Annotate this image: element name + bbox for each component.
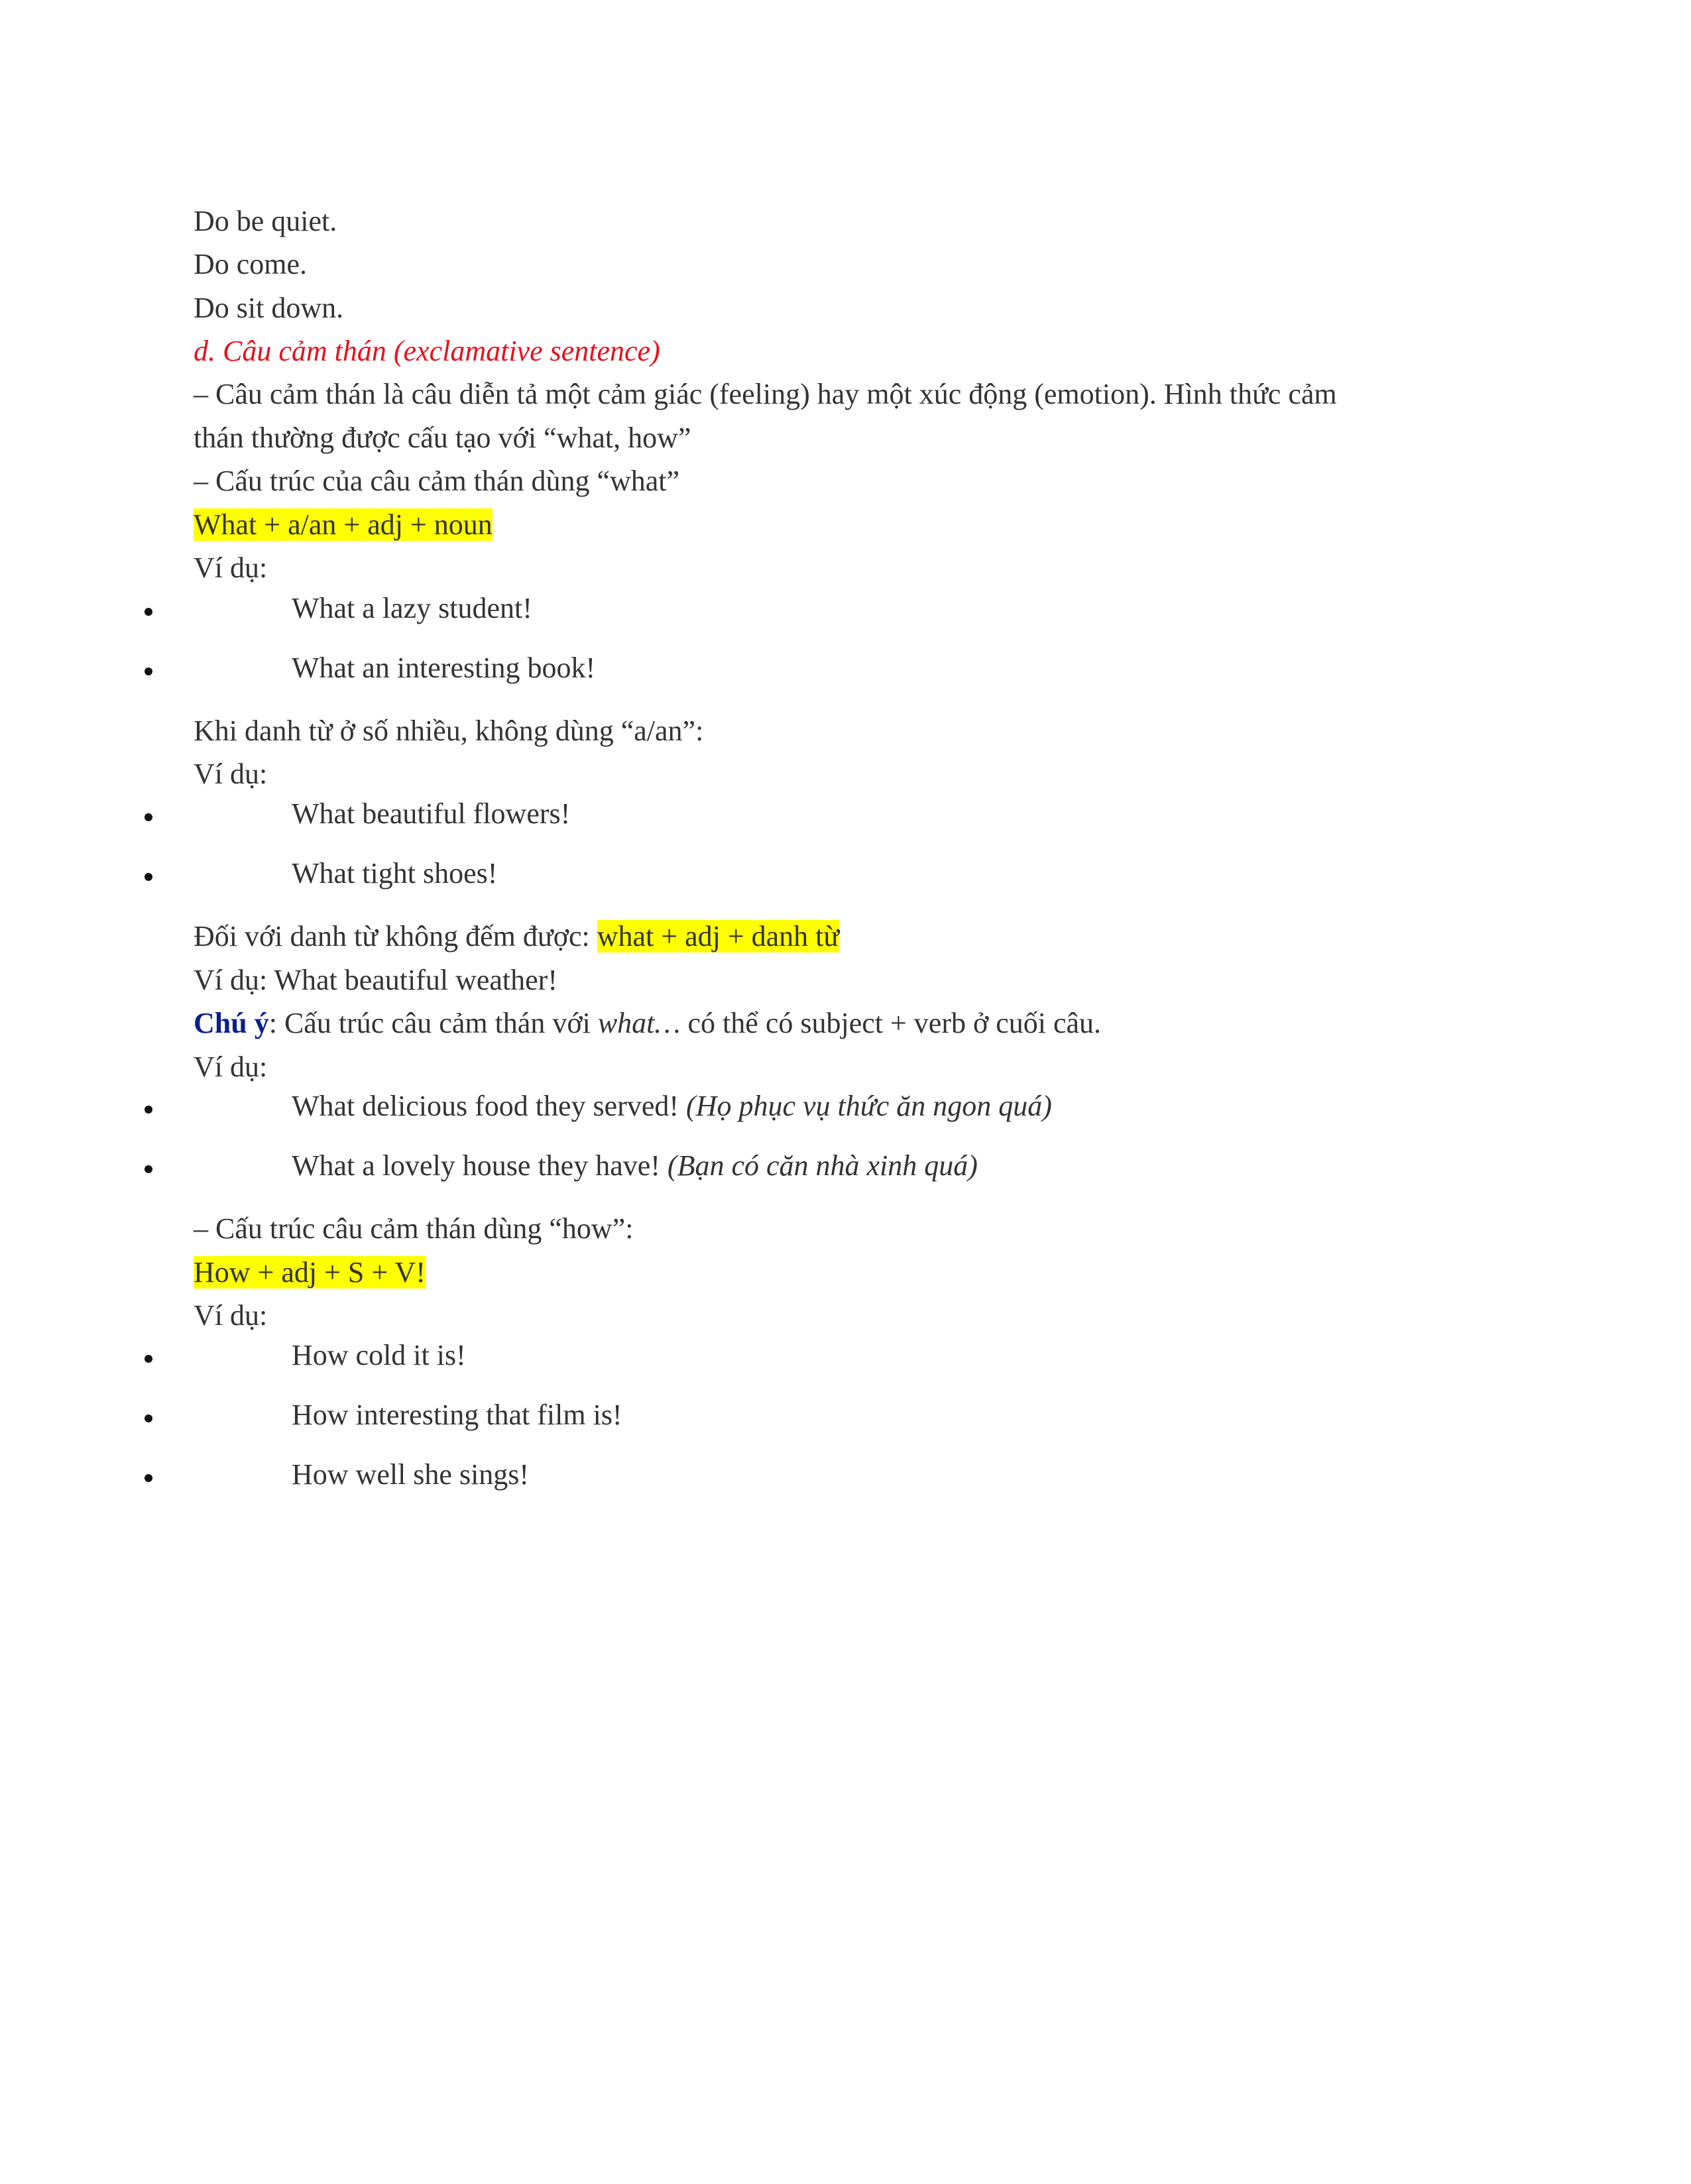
example-label: Ví dụ: [194,551,268,584]
bullet-icon [145,1474,152,1482]
list-item [292,1088,1052,1125]
example-label: Ví dụ: [194,1051,268,1083]
list-item: What tight shoes! [292,857,498,890]
uncountable-formula-highlight: what + adj + danh từ [597,920,840,952]
bullet-icon [145,1414,152,1422]
example-text: What a lovely house they have! [292,1149,668,1182]
example-text: What delicious food they served! [292,1090,687,1122]
bullet-icon [145,813,152,821]
bullet-icon [145,1106,152,1114]
uncountable-example: Ví dụ: What beautiful weather! [194,964,557,996]
note-text-after: có thể có subject + verb ở cuối câu. [680,1007,1102,1039]
intro-line: Do be quiet. [194,205,337,237]
what-formula-highlight: What + a/an + adj + noun [194,508,493,541]
how-formula [194,1254,426,1291]
note-label: Chú ý [194,1007,269,1039]
what-formula [194,506,493,544]
bullet-icon [145,667,152,675]
note-colon: : [268,1007,284,1039]
bullet-icon [145,873,152,881]
how-formula-highlight: How + adj + S + V! [194,1256,426,1289]
example-label: Ví dụ: [194,1299,268,1332]
note-what-italic: what… [597,1007,681,1039]
list-item: How well she sings! [292,1458,530,1491]
example-label: Ví dụ: [194,758,268,790]
intro-line: Do come. [194,248,308,280]
note-text-before: Cấu trúc câu cảm thán với [284,1007,598,1039]
intro-line: Do sit down. [194,292,344,324]
list-item: How cold it is! [292,1339,466,1371]
how-structure-intro: – Cấu trúc câu cảm thán dùng “how”: [194,1212,634,1245]
note-line [194,1005,1101,1042]
definition-line: – Câu cảm thán là câu diễn tả một cảm giác (feeling) hay một xúc động (emotion). Hình thức cảm [194,378,1337,410]
list-item [292,1147,978,1184]
list-item: What beautiful flowers! [292,797,571,830]
what-structure-intro: – Cấu trúc của câu cảm thán dùng “what” [194,465,680,497]
bullet-icon [145,1355,152,1363]
bullet-icon [145,1165,152,1173]
uncountable-rule [194,918,839,955]
section-heading: d. Câu cảm thán (exclamative sentence) [194,335,660,367]
example-translation: (Họ phục vụ thức ăn ngon quá) [686,1090,1052,1122]
list-item: How interesting that film is! [292,1399,622,1431]
definition-line: thán thường được cấu tạo với “what, how” [194,422,691,454]
uncountable-prefix: Đối với danh từ không đếm được: [194,920,597,952]
bullet-icon [145,608,152,616]
list-item: What an interesting book! [292,652,596,684]
list-item: What a lazy student! [292,592,532,624]
plural-note: Khi danh từ ở số nhiều, không dùng “a/an”: [194,715,704,747]
example-translation: (Bạn có căn nhà xinh quá) [667,1149,978,1182]
